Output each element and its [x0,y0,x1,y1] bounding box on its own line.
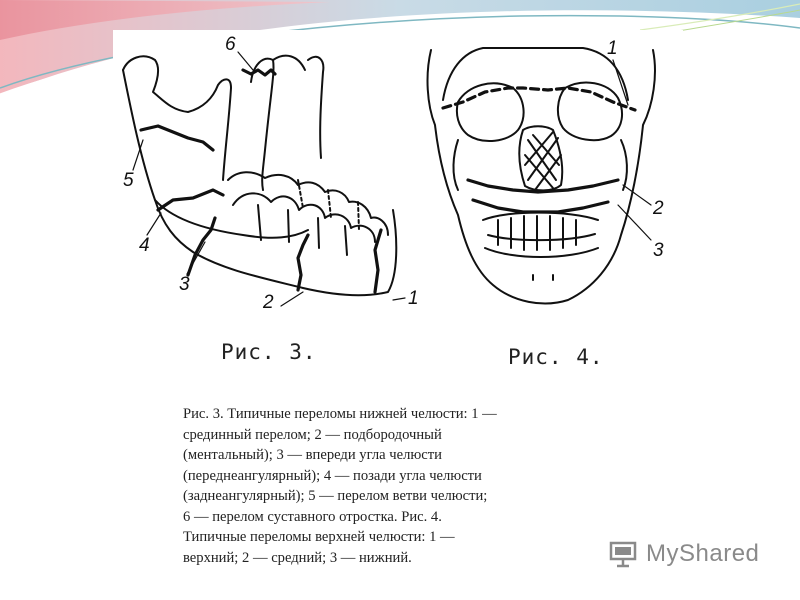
caption-line: (ментальный); 3 — впереди угла челюсти [183,447,442,463]
jaw-fracture-illustrations [113,30,683,375]
caption-line: Типичные переломы верхней челюсти: 1 — [183,529,455,545]
fig4-label-2: 2 [653,198,664,219]
fig3-label-5: 5 [123,170,134,191]
fig3-label-4: 4 [139,235,150,256]
caption-line: 6 — перелом суставного отростка. Рис. 4. [183,508,442,525]
figure4-caption: Рис. 4. [508,345,604,369]
fig3-label-1: 1 [408,288,419,309]
caption-line: (переднеангулярный); 4 — позади угла челюсти [183,467,482,484]
fig3-label-2: 2 [263,292,274,313]
fig4-label-1: 1 [607,38,618,59]
fig4-label-3: 3 [653,240,664,261]
leader-lines-mandible [133,52,405,306]
leader-lines-skull [613,60,651,240]
myshared-watermark[interactable] [608,537,759,571]
figure3-caption: Рис. 3. [221,340,317,364]
caption-line: срединный перелом; 2 — подбородочный [183,426,442,443]
presentation-board-icon [608,539,638,569]
figure-description [183,404,583,568]
caption-line: верхний; 2 — средний; 3 — нижний. [183,549,412,566]
fig3-label-3: 3 [179,274,190,295]
fig3-label-6: 6 [225,34,236,55]
mandible-drawing [123,56,396,296]
caption-line: (заднеангулярный); 5 — перелом ветви челюсти; [183,488,488,504]
figure-panel [113,30,683,375]
fracture-lines-mandible [141,70,381,292]
watermark-text: MyShared [646,540,760,567]
skull-drawing [428,48,655,304]
caption-line: Рис. 3. Типичные переломы нижней челюсти: 1 — [183,406,497,422]
